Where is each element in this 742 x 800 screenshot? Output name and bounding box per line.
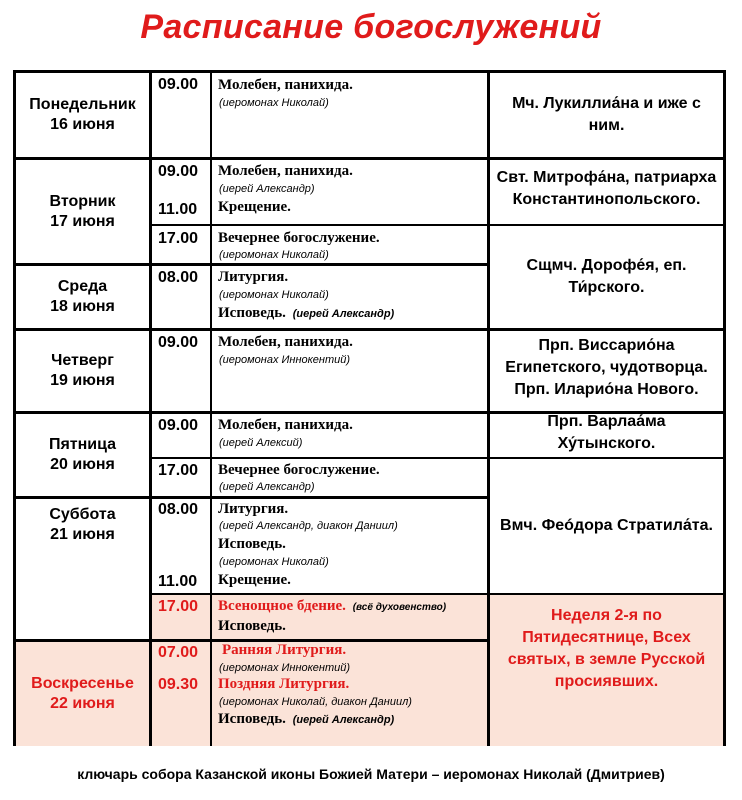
day-name: Суббота	[49, 506, 116, 523]
service-name: Исповедь.	[218, 536, 286, 552]
service-time: 17.00	[158, 598, 199, 615]
day-name: Вторник	[49, 192, 116, 210]
divider	[210, 73, 212, 746]
service-name: Крещение.	[218, 199, 291, 215]
day-date: 19 июня	[50, 372, 115, 389]
footer-note: ключарь собора Казанской иконы Божией Матери – иеромонах Николай (Дмитриев)	[77, 766, 665, 782]
service-name: Исповедь.	[218, 618, 286, 634]
clergy: (всё духовенство)	[352, 602, 447, 613]
divider	[151, 411, 488, 414]
day-thursday	[16, 331, 149, 411]
day-date: 17 июня	[50, 212, 115, 230]
clergy: (иерей Александр)	[219, 183, 315, 195]
service-time: 11.00	[158, 573, 198, 590]
divider	[151, 157, 488, 160]
day-wednesday	[16, 266, 149, 328]
saint-commemoration: Прп. Виссарио́на Египетского, чудотворца. Прп. Иларио́на Нового.	[505, 337, 708, 398]
service-name	[218, 305, 394, 322]
service-time: 08.00	[158, 501, 199, 518]
day-tuesday	[16, 160, 149, 263]
divider	[151, 496, 488, 499]
saint-commemoration: Неделя 2-я по Пятидесятнице, Всех святых, в земле Русской просиявших.	[507, 607, 706, 690]
day-date: 16 июня	[50, 116, 115, 133]
service-name: Молебен, панихида.	[218, 77, 353, 93]
service-time: 17.00	[158, 230, 199, 247]
service-name: Ранняя Литургия.	[222, 642, 347, 658]
clergy: (иерей Алексий)	[219, 437, 303, 449]
clergy: (иеромонах Николай)	[219, 97, 329, 109]
day-name: Пятница	[48, 436, 117, 453]
page-title: Расписание богослужений	[140, 8, 602, 46]
service-name: Вечернее богослужение.	[218, 462, 380, 478]
saint-commemoration: Сщмч. Дорофе́я, еп. Ти́рского.	[526, 257, 687, 296]
saint-commemoration: Прп. Варлаа́ма Ху́тынского.	[547, 413, 666, 452]
service-name-text: Исповедь.	[218, 305, 286, 321]
day-name: Понедельник	[29, 96, 136, 113]
saint-commemoration: Мч. Лукиллиа́на и иже с ним.	[512, 95, 701, 134]
clergy: (иерей Александр)	[219, 481, 315, 493]
day-date: 21 июня	[50, 526, 115, 543]
service-name: Литургия.	[218, 269, 289, 285]
clergy: (иеромонах Николай)	[219, 556, 329, 568]
day-friday	[16, 414, 149, 496]
divider	[487, 73, 490, 746]
day-date: 22 июня	[50, 695, 115, 712]
day-monday	[16, 73, 149, 157]
service-name-text: Исповедь.	[218, 711, 286, 727]
clergy: (иеромонах Николай)	[219, 249, 329, 261]
service-name: Молебен, панихида.	[218, 417, 353, 433]
divider	[149, 73, 152, 746]
service-name: Вечернее богослужение.	[218, 230, 380, 246]
saint-commemoration: Свт. Митрофа́на, патриарха Константинопольского.	[496, 169, 717, 208]
day-sunday	[16, 642, 149, 746]
schedule-table	[13, 70, 726, 746]
clergy: (иеромонах Николай)	[219, 289, 329, 301]
service-time: 07.00	[158, 644, 199, 661]
divider	[151, 593, 488, 595]
saint-commemoration: Вмч. Феóдора Стратила́та.	[500, 517, 713, 534]
service-name: Молебен, панихида.	[218, 334, 353, 350]
day-name: Четверг	[51, 352, 114, 369]
clergy: (иерей Александр)	[292, 714, 395, 726]
divider	[151, 457, 488, 459]
divider	[151, 328, 488, 331]
clergy: (иерей Александр)	[292, 308, 395, 320]
service-name-text: Всенощное бдение.	[218, 598, 346, 614]
divider	[151, 263, 488, 266]
service-name	[218, 711, 394, 728]
service-time: 09.00	[158, 163, 199, 180]
service-time: 09.00	[158, 334, 199, 351]
service-name: Молебен, панихида.	[218, 163, 353, 179]
clergy: (иеромонах Иннокентий)	[219, 662, 351, 674]
day-saturday	[16, 499, 149, 595]
service-name: Крещение.	[218, 572, 291, 588]
clergy: (иерей Александр, диакон Даниил)	[219, 520, 398, 532]
day-date: 18 июня	[50, 298, 115, 315]
clergy: (иеромонах Николай, диакон Даниил)	[219, 696, 412, 708]
service-time: 09.00	[158, 417, 199, 434]
clergy: (иеромонах Иннокентий)	[219, 354, 351, 366]
day-date: 20 июня	[50, 456, 115, 473]
divider	[151, 224, 488, 226]
service-time: 11.00	[158, 201, 198, 218]
service-time: 17.00	[158, 462, 199, 479]
service-name: Литургия.	[218, 501, 289, 517]
service-time: 09.00	[158, 76, 199, 93]
service-time: 08.00	[158, 269, 199, 286]
day-name: Среда	[57, 278, 108, 295]
service-name: Поздняя Литургия.	[218, 676, 350, 692]
day-name: Воскресенье	[31, 675, 134, 692]
service-name	[218, 598, 446, 615]
service-time: 09.30	[158, 676, 199, 693]
